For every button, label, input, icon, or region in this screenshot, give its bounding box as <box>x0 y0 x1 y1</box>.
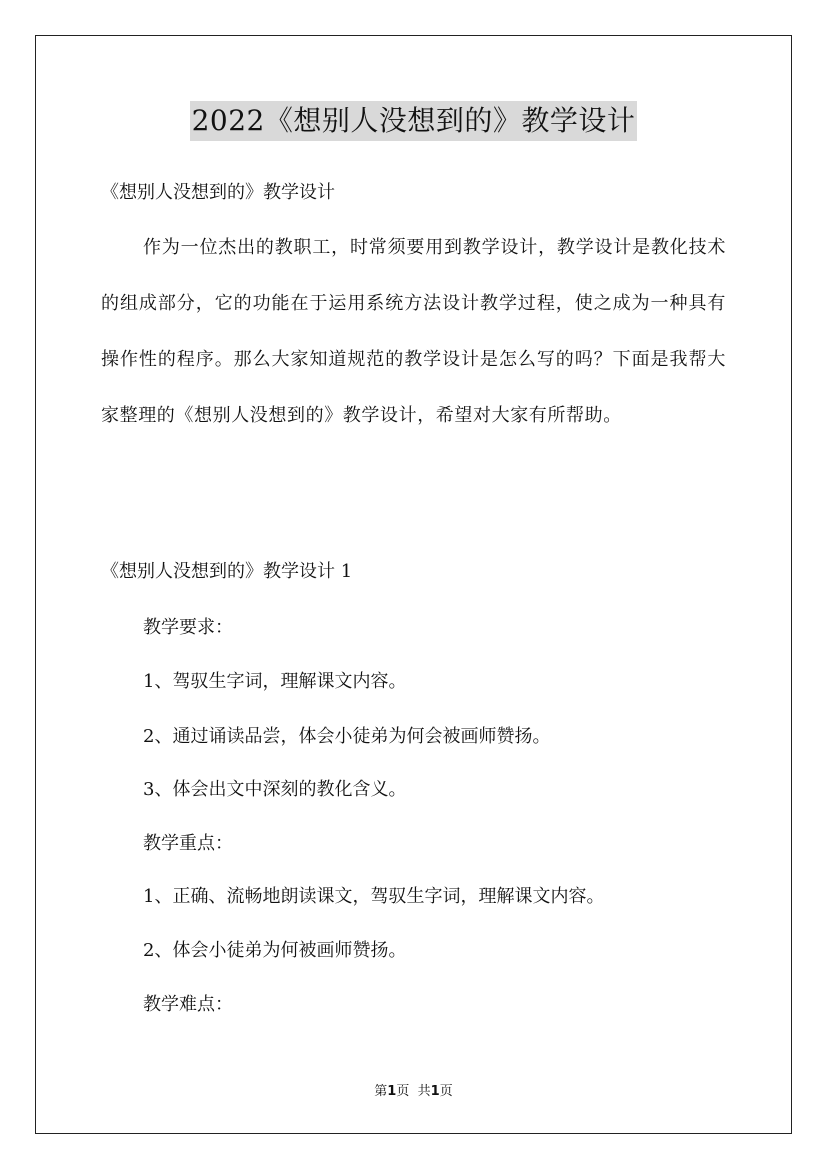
section-heading: 《想别人没想到的》教学设计 1 <box>101 561 353 582</box>
document-subtitle: 《想别人没想到的》教学设计 <box>101 182 335 203</box>
title-container <box>0 101 827 141</box>
footer-page-suffix: 页 <box>396 1084 410 1099</box>
list-item: 2、体会小徒弟为何被画师赞扬。 <box>143 940 407 961</box>
list-item: 1、正确、流畅地朗读课文，驾驭生字词，理解课文内容。 <box>143 886 605 907</box>
footer-page-prefix: 第 <box>374 1084 388 1099</box>
list-item: 教学重点： <box>143 833 233 854</box>
list-item: 教学要求： <box>143 617 233 638</box>
footer-page-total: 1 <box>430 1084 440 1099</box>
page-footer <box>0 1083 827 1101</box>
footer-total-suffix: 页 <box>439 1084 453 1099</box>
document-title: 2022《想别人没想到的》教学设计 <box>190 101 638 141</box>
list-item: 3、体会出文中深刻的教化含义。 <box>143 779 407 800</box>
list-item: 2、通过诵读品尝，体会小徒弟为何会被画师赞扬。 <box>143 726 551 747</box>
list-item: 教学难点： <box>143 994 233 1015</box>
footer-page-current: 1 <box>387 1084 397 1099</box>
list-item: 1、驾驭生字词，理解课文内容。 <box>143 671 407 692</box>
intro-paragraph: 作为一位杰出的教职工，时常须要用到教学设计，教学设计是教化技术的组成部分，它的功能在于运用系统方法设计教学过程，使之成为一种具有操作性的程序。那么大家知道规范的教学设计是怎么写的吗？下面是我帮大家整理的《想别人没想到的》教学设计，希望对大家有所帮助。 <box>101 237 726 426</box>
footer-total-prefix: 共 <box>417 1084 431 1099</box>
